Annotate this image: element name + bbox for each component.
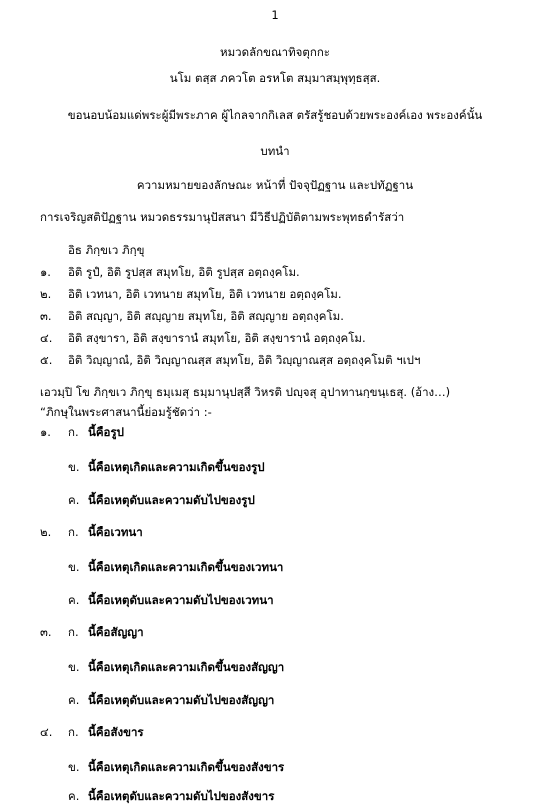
group-number: ๔. bbox=[40, 725, 53, 739]
item-text: นี้คือเหตุเกิดและความเกิดขึ้นของรูป bbox=[88, 460, 265, 474]
pali-line-number: ๕. bbox=[40, 353, 53, 367]
item-letter: ก. bbox=[68, 725, 79, 739]
item-text: นี้คือเหตุดับและความดับไปของสังขาร bbox=[88, 789, 275, 803]
item-text: นี้คือสังขาร bbox=[88, 725, 144, 739]
item-letter: ค. bbox=[68, 493, 80, 507]
pali-line-number: ๒. bbox=[40, 287, 52, 301]
chapter-title: หมวดลักขณาทิจตุกกะ bbox=[220, 45, 330, 59]
item-text: นี้คือเวทนา bbox=[88, 525, 143, 539]
item-letter: ข. bbox=[68, 460, 80, 474]
item-letter: ข. bbox=[68, 660, 80, 674]
translation-intro: “ภิกษุในพระศาสนานี้ย่อมรู้ชัดว่า :- bbox=[40, 405, 212, 419]
item-text: นี้คือเหตุดับและความดับไปของสัญญา bbox=[88, 693, 275, 707]
pali-line-number: ๔. bbox=[40, 331, 53, 345]
group-number: ๑. bbox=[40, 425, 51, 439]
item-text: นี้คือเหตุดับและความดับไปของเวทนา bbox=[88, 593, 274, 607]
item-letter: ก. bbox=[68, 525, 79, 539]
homage-pali: นโม ตสฺส ภควโต อรหโต สมฺมาสมฺพุทฺธสฺส. bbox=[169, 71, 381, 85]
item-text: นี้คือเหตุเกิดและความเกิดขึ้นของสังขาร bbox=[88, 760, 285, 774]
item-text: นี้คือรูป bbox=[88, 425, 124, 439]
item-letter: ค. bbox=[68, 693, 80, 707]
item-text: นี้คือเหตุเกิดและความเกิดขึ้นของเวทนา bbox=[88, 560, 284, 574]
item-text: นี้คือสัญญา bbox=[88, 625, 144, 639]
pali-line-number: ๑. bbox=[40, 265, 51, 279]
pali-line-text: อิติ วิญฺญาณํ, อิติ วิญฺญาณสฺส สมุทโย, อิติ วิญฺญาณสฺส อตฺถงฺคโมติ ฯเปฯ bbox=[68, 353, 421, 367]
pali-closing: เอวมฺปิ โข ภิกฺขเว ภิกฺขุ ธมฺเมสุ ธมฺมานุปสฺสี วิหรติ ปญฺจสุ อุปาทานกฺขนฺเธสุ. (อ้าง…) bbox=[40, 385, 451, 399]
page-number: 1 bbox=[271, 8, 279, 22]
pali-line-text: อิติ สงฺขารา, อิติ สงฺขารานํ สมุทโย, อิติ สงฺขารานํ อตฺถงฺคโม. bbox=[68, 331, 366, 345]
section-title: บทนำ bbox=[260, 144, 290, 158]
item-letter: ก. bbox=[68, 425, 79, 439]
item-letter: ข. bbox=[68, 560, 80, 574]
intro-text: การเจริญสติปัฏฐาน หมวดธรรมานุปัสสนา มีวิธีปฏิบัติตามพระพุทธดำรัสว่า bbox=[40, 210, 405, 224]
pali-line-text: อิติ รูปํ, อิติ รูปสฺส สมุทโย, อิติ รูปสฺส อตฺถงฺคโม. bbox=[68, 265, 300, 279]
item-letter: ค. bbox=[68, 593, 80, 607]
item-letter: ข. bbox=[68, 760, 80, 774]
pali-line-text: อิติ สญฺญา, อิติ สญฺญาย สมุทโย, อิติ สญฺญาย อตฺถงฺคโม. bbox=[68, 309, 344, 323]
pali-opening: อิธ ภิกฺขเว ภิกฺขุ bbox=[68, 243, 145, 257]
pali-line-number: ๓. bbox=[40, 309, 52, 323]
group-number: ๓. bbox=[40, 625, 52, 639]
section-subtitle: ความหมายของลักษณะ หน้าที่ ปัจจุปัฏฐาน และปทัฏฐาน bbox=[136, 178, 414, 192]
homage-thai: ขอนอบน้อมแด่พระผู้มีพระภาค ผู้ไกลจากกิเลส ตรัสรู้ชอบด้วยพระองค์เอง พระองค์นั้น bbox=[67, 108, 483, 122]
item-letter: ก. bbox=[68, 625, 79, 639]
item-text: นี้คือเหตุดับและความดับไปของรูป bbox=[88, 493, 255, 507]
item-letter: ค. bbox=[68, 789, 80, 803]
pali-line-text: อิติ เวทนา, อิติ เวทนาย สมุทโย, อิติ เวทนาย อตฺถงฺคโม. bbox=[68, 287, 342, 301]
group-number: ๒. bbox=[40, 525, 52, 539]
item-text: นี้คือเหตุเกิดและความเกิดขึ้นของสัญญา bbox=[88, 660, 285, 674]
